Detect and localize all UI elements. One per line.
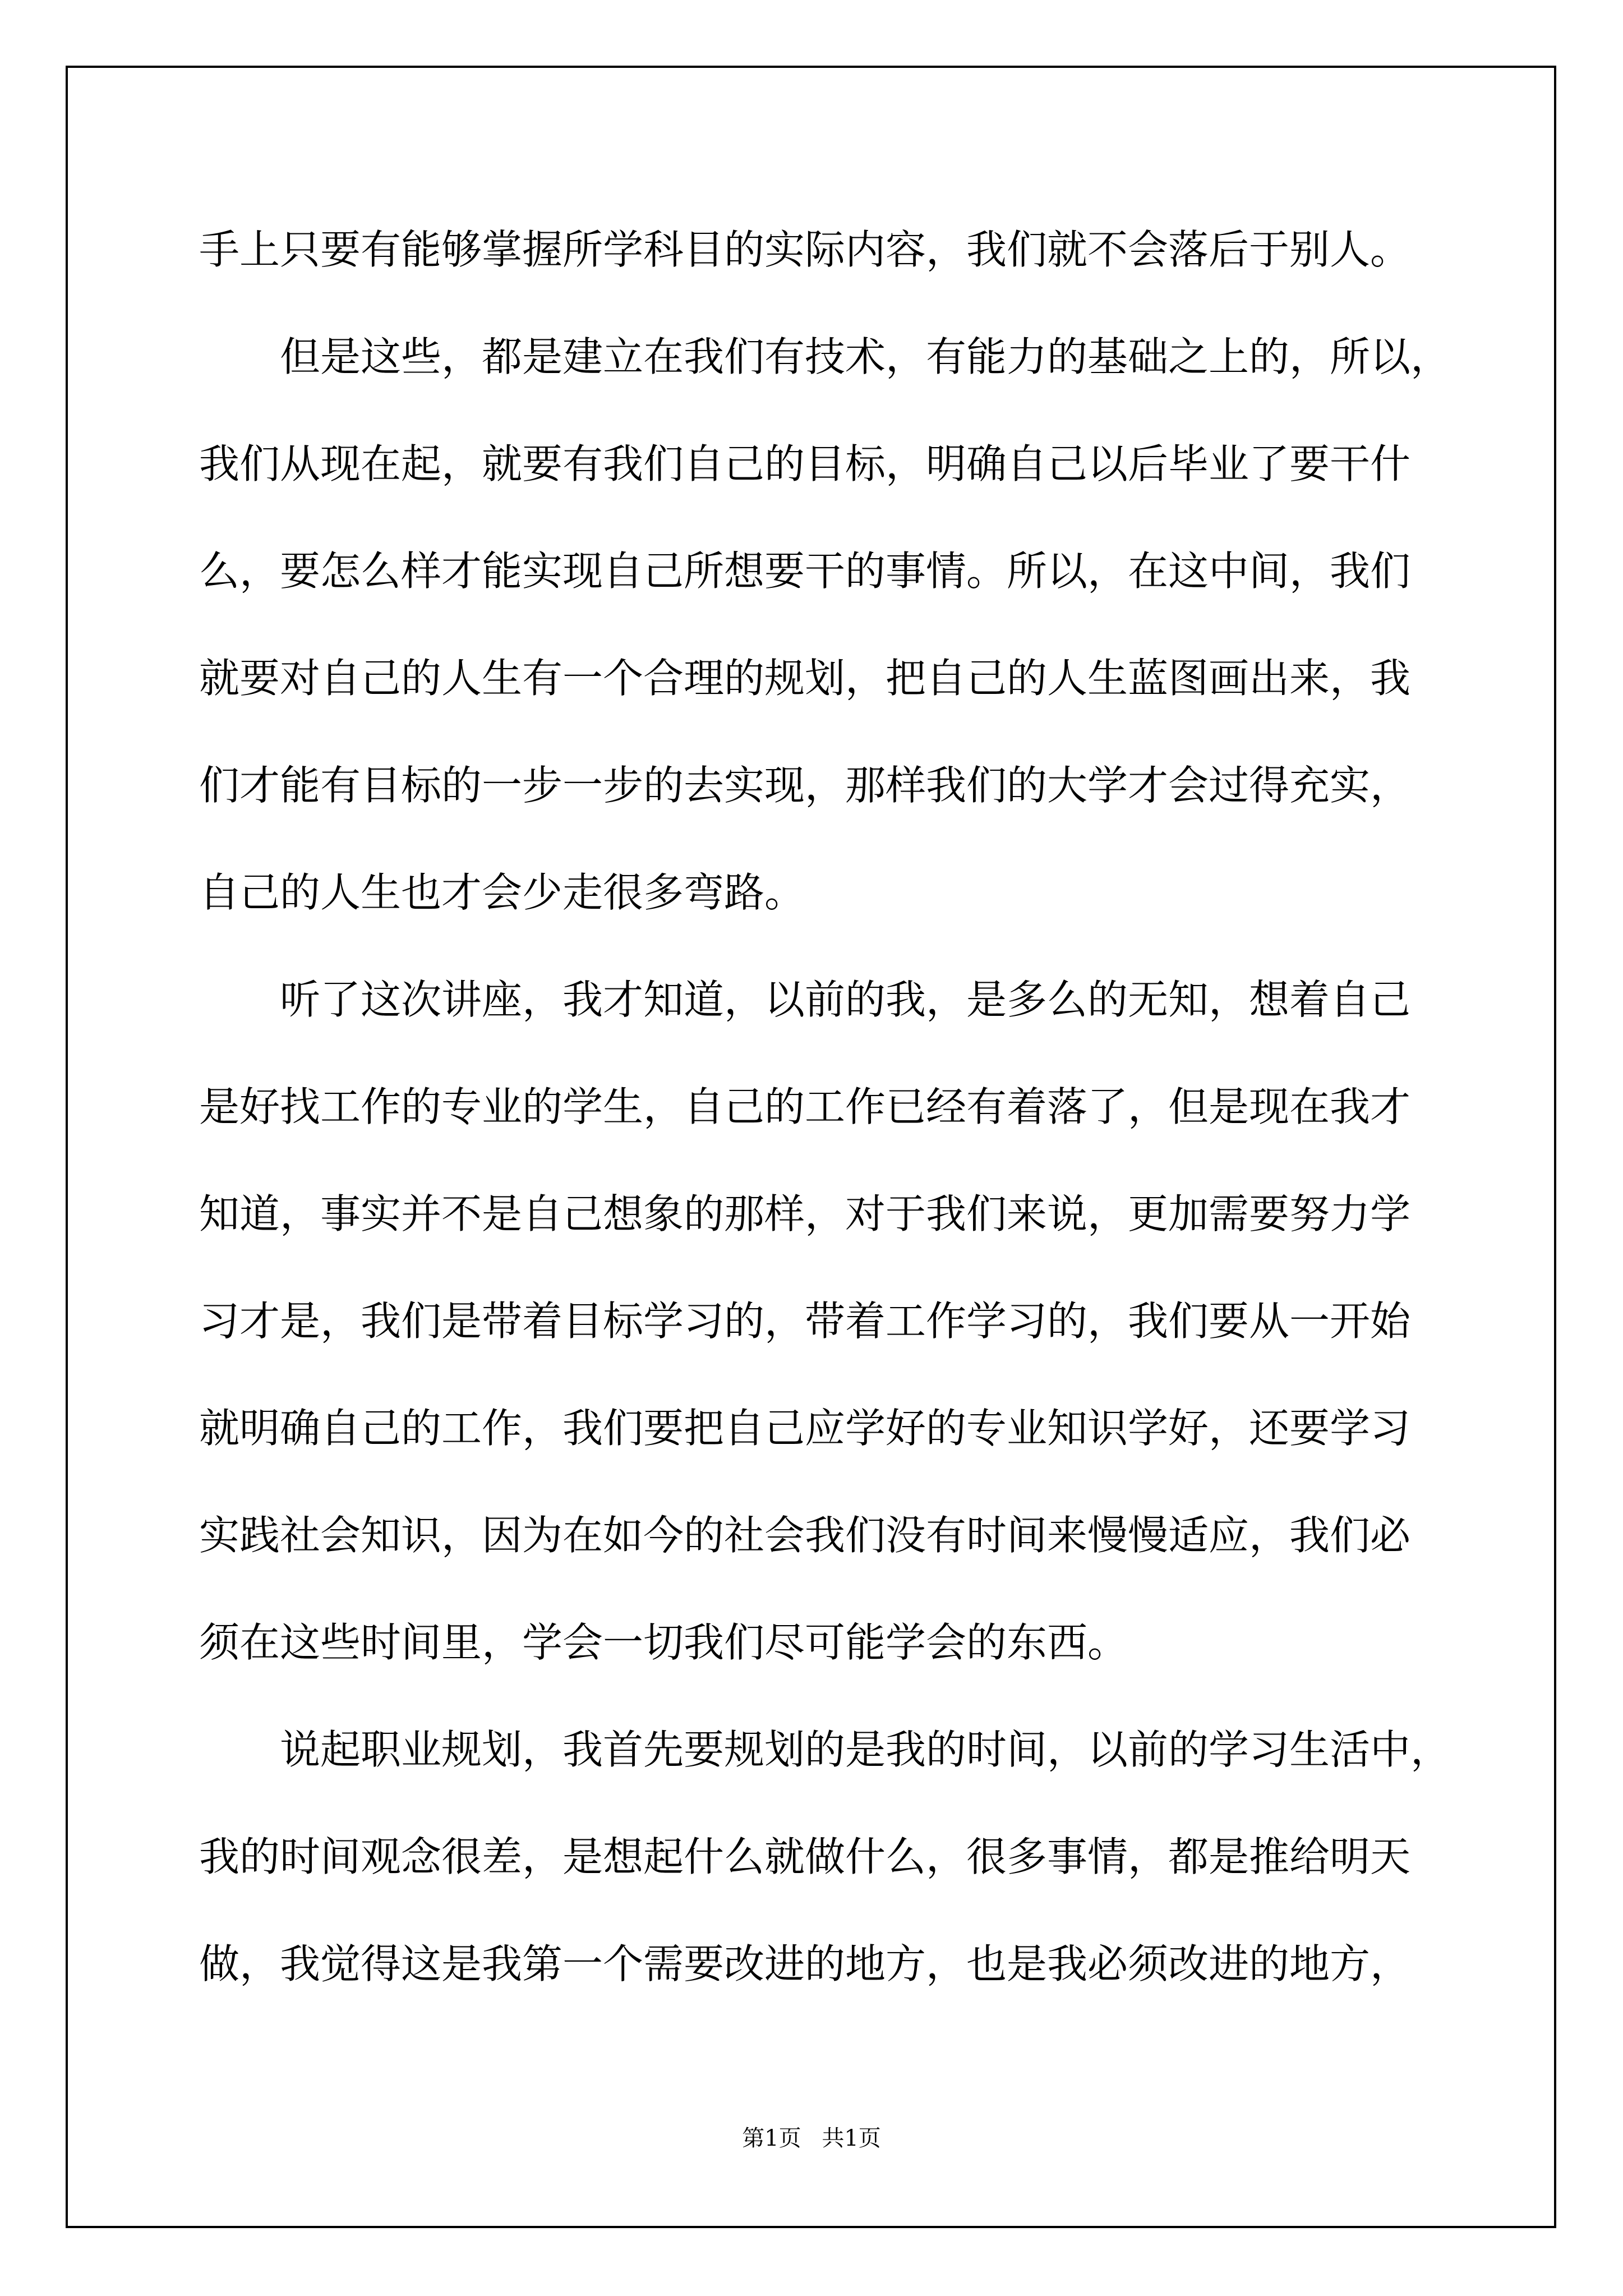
text-line: 须在这些时间里，学会一切我们尽可能学会的东西。 xyxy=(199,1619,1128,1666)
text-line: 习才是，我们是带着目标学习的，带着工作学习的，我们要从一开始 xyxy=(199,1297,1411,1345)
text-line: 就明确自己的工作，我们要把自己应学好的专业知识学好，还要学习 xyxy=(199,1405,1411,1452)
text-line: 我的时间观念很差，是想起什么就做什么，很多事情，都是推给明天 xyxy=(199,1833,1411,1880)
text-line: 自己的人生也才会少走很多弯路。 xyxy=(199,869,805,916)
text-line: 手上只要有能够掌握所学科目的实际内容，我们就不会落后于别人。 xyxy=(199,226,1411,273)
text-line: 是好找工作的专业的学生，自己的工作已经有着落了，但是现在我才 xyxy=(199,1083,1411,1130)
text-line: 么，要怎么样才能实现自己所想要干的事情。所以，在这中间，我们 xyxy=(199,547,1411,595)
text-line: 说起职业规划，我首先要规划的是我的时间，以前的学习生活中， xyxy=(280,1726,1451,1773)
page-number: 第1页 xyxy=(742,2125,801,2151)
text-line: 我们从现在起，就要有我们自己的目标，明确自己以后毕业了要干什 xyxy=(199,440,1411,487)
text-line: 做，我觉得这是我第一个需要改进的地方，也是我必须改进的地方， xyxy=(199,1940,1411,1987)
page-total: 共1页 xyxy=(822,2125,881,2151)
text-line: 实践社会知识，因为在如今的社会我们没有时间来慢慢适应，我们必 xyxy=(199,1512,1411,1559)
text-line: 们才能有目标的一步一步的去实现，那样我们的大学才会过得充实， xyxy=(199,762,1411,809)
page-footer xyxy=(0,2120,1623,2152)
text-line: 就要对自己的人生有一个合理的规划，把自己的人生蓝图画出来，我 xyxy=(199,655,1411,702)
text-line: 听了这次讲座，我才知道，以前的我，是多么的无知，想着自己 xyxy=(280,976,1411,1023)
text-line: 但是这些，都是建立在我们有技术，有能力的基础之上的，所以， xyxy=(280,333,1451,380)
text-line: 知道，事实并不是自己想象的那样，对于我们来说，更加需要努力学 xyxy=(199,1190,1411,1237)
body-text xyxy=(199,196,1469,2018)
